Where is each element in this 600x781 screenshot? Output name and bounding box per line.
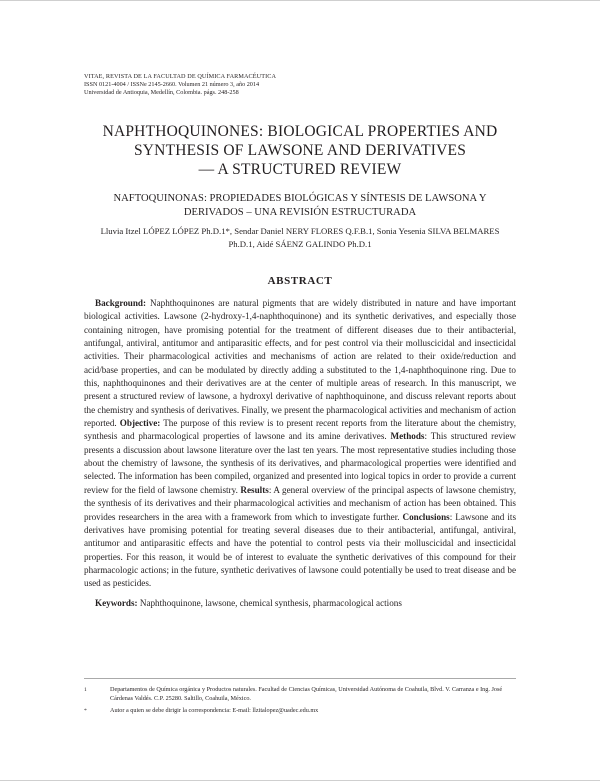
background-text: Naphthoquinones are natural pigments that are widely distributed in nature and have important biological activities. Lawsone (2-hydroxy-1,4-naphthoquinone) and its synthetic derivatives, and especially those containing nitrogen, have promising potential for the treatment of different diseases due to their antibacterial, antifungal, antiviral, antitumor and antiparasitic effects, and for pest control via their molluscicidal and insecticidal activities. Their pharmacological activities and mechanisms of action are related to their oxide/reduction and acid/base properties, and can be modulated by directly adding a substituted to the 1,4-naphthoquinone ring. Due to this, naphthoquinones and their derivatives are at the center of multiple areas of research. In this manuscript, we present a structured review of lawsone, a hydroxyl derivative of naphthoquinone, and discuss relevant reports about the chemistry and synthesis of derivatives. Finally, we present the pharmacological activities and mechanism of action reported. (84, 298, 516, 429)
keywords (84, 597, 516, 610)
journal-university: Universidad de Antioquia, Medellín, Colombia. págs. 248-258 (84, 89, 239, 96)
results-label: Results (240, 484, 269, 495)
methods-text: : This structured review presents a discussion about lawsone literature over the last ten years. The most representative studies including those about the chemistry of lawsone, the synthesis of its derivatives, and pharmacological properties were identified and selected. The information has been compiled, organized and presented into logical topics in order to provide a current review for the field of lawsone chemistry. (84, 431, 516, 495)
authors-line-1: Lluvia Itzel LÓPEZ LÓPEZ Ph.D.1*, Sendar Daniel NERY FLORES Q.F.B.1, Sonia Yesenia SILVA BELMARES (100, 226, 500, 236)
journal-header (84, 73, 384, 97)
footnote-text: Departamentos de Química orgánica y Productos naturales. Facultad de Ciencias Químicas, Universidad Autónoma de Coahuila, Blvd. V. Carranza e Ing. José Cárdenas Valdés. C.P. 25280. Saltillo, Coahuila, México. (110, 686, 503, 702)
footnote-affiliation (84, 686, 524, 703)
title-line-3: — A STRUCTURED REVIEW (198, 161, 402, 178)
conclusions-label: Conclusions (402, 511, 450, 522)
footnote-divider (84, 678, 516, 679)
conclusions-text: : Lawsone and its derivatives have promising potential for treating several diseases due to their antibacterial, antifungal, antiviral, antitumor and antiparasitic effects and have the potential to control pests via their molluscicidal and insecticidal properties. For this reason, it would be of interest to evaluate the synthetic derivatives of this compound for their pharmacologic actions; in the future, synthetic derivatives of lawsone could potentially be used to treat disease and be used as pesticides. (84, 511, 516, 589)
footnote-text: Autor a quien se debe dirigir la correspondencia: E-mail: llzitalopez@uadec.edu.mx (110, 707, 319, 714)
author-list (90, 225, 510, 251)
journal-issn: ISSN 0121-4004 / ISSNe 2145-2660. Volumen 21 número 3, año 2014 (84, 81, 260, 88)
footnote-mark: * (84, 708, 87, 714)
abstract-heading: ABSTRACT (267, 275, 333, 287)
title-line-2: SYNTHESIS OF LAWSONE AND DERIVATIVES (133, 142, 467, 159)
results-text: : A general overview of the principal aspects of lawsone chemistry, the synthesis of its derivatives and their pharmacological activities and mechanism of action has been obtained. This provides researchers in the area with a framework from which to investigate further. (84, 484, 516, 522)
journal-name: VITAE, REVISTA DE LA FACULTAD DE QUÍMICA FARMACÉUTICA (84, 73, 277, 80)
abstract-body (84, 297, 516, 591)
footnote-correspondence (84, 707, 524, 716)
title-line-1: NAPHTHOQUINONES: BIOLOGICAL PROPERTIES AND (102, 123, 498, 140)
footnote-mark: 1 (84, 687, 87, 693)
authors-line-2: Ph.D.1, Aidé SÁENZ GALINDO Ph.D.1 (228, 239, 372, 249)
page-top-border (0, 0, 600, 1)
paper-title-spanish (80, 192, 520, 220)
methods-label: Methods (390, 431, 425, 442)
keywords-text: Naphthoquinone, lawsone, chemical synthesis, pharmacological actions (137, 598, 402, 608)
title-es-line-2: DERIVADOS – UNA REVISIÓN ESTRUCTURADA (183, 207, 417, 218)
objective-text: The purpose of this review is to present recent reports from the literature about the chemistry, synthesis and pharmacological properties of lawsone and its amine derivatives. (84, 418, 517, 442)
keywords-label: Keywords: (95, 598, 138, 608)
background-label: Background: (95, 298, 147, 308)
title-es-line-1: NAFTOQUINONAS: PROPIEDADES BIOLÓGICAS Y SÍNTESIS DE LAWSONA Y (113, 193, 487, 204)
objective-label: Objective: (119, 418, 161, 429)
paper-title (60, 122, 540, 179)
